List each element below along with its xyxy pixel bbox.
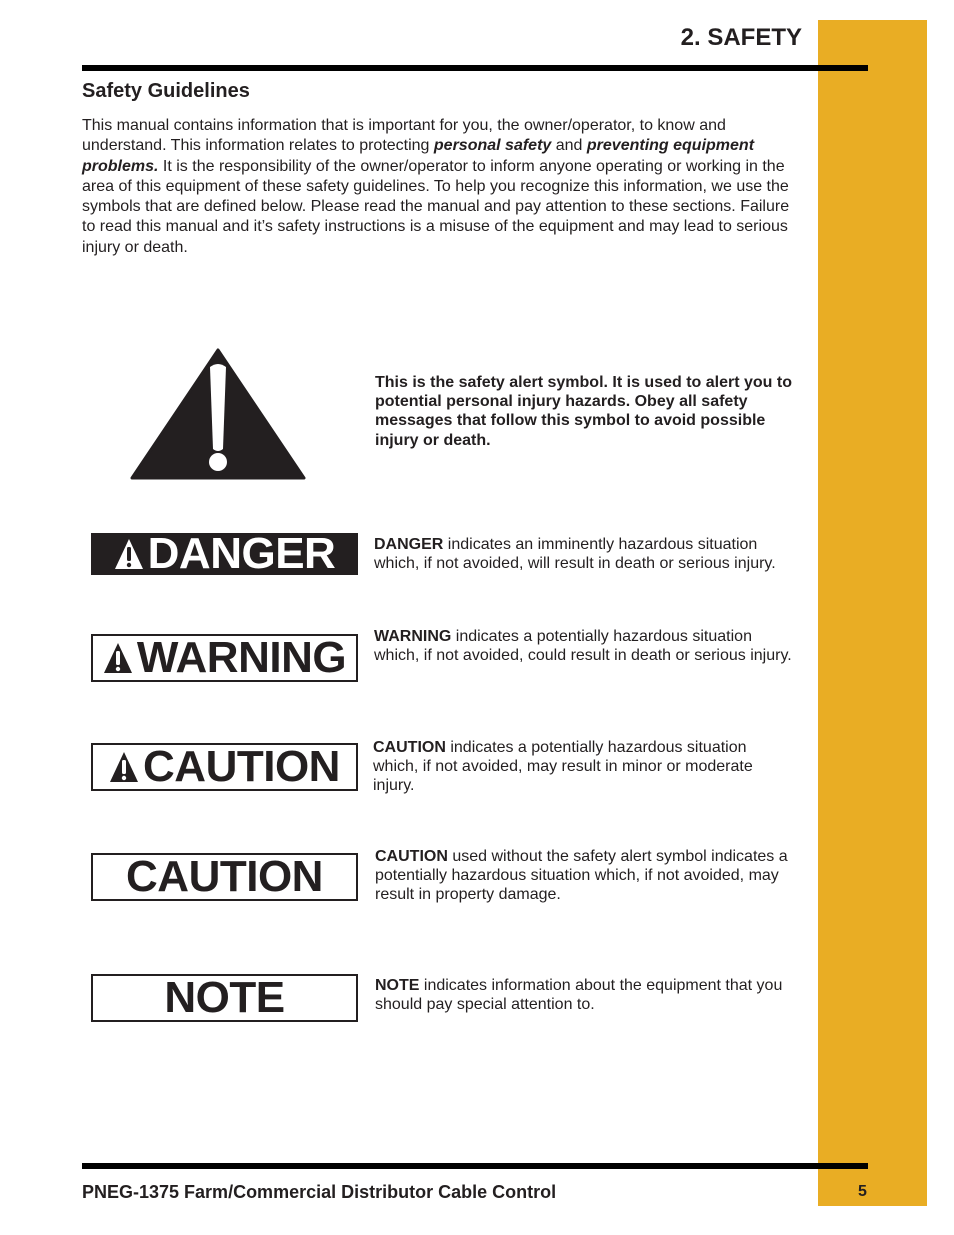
safety-alert-triangle-icon xyxy=(130,347,306,480)
intro-emphasis-2: preventing equipment problems. xyxy=(82,137,755,175)
warning-term: WARNING xyxy=(374,628,452,645)
warning-signal-label xyxy=(91,634,358,682)
warning-description xyxy=(374,627,794,665)
page-heading: Safety Guidelines xyxy=(82,80,250,102)
danger-term: DANGER xyxy=(374,536,444,553)
caution-plain-description xyxy=(375,847,805,905)
footer-rule xyxy=(82,1163,868,1169)
caution-alert-signal-label xyxy=(91,743,358,791)
footer-document-title: PNEG-1375 Farm/Commercial Distributor Cable Control xyxy=(82,1182,557,1202)
side-color-tab xyxy=(818,20,927,1206)
danger-signal-label xyxy=(91,529,358,578)
danger-text: indicates an imminently hazardous situation which, if not avoided, will result in death or serious injury. xyxy=(374,536,776,573)
intro-text-2: and xyxy=(551,137,587,155)
alert-triangle-icon xyxy=(103,641,133,675)
note-label-text: NOTE xyxy=(164,973,285,1022)
alert-symbol-description: This is the safety alert symbol. It is used to alert you to potential personal injury hazards. Obey all safety messages that follow this symbol to avoid possible injury or death. xyxy=(375,374,792,449)
caution-alert-description xyxy=(373,738,793,796)
caution-plain-signal-label xyxy=(91,853,358,901)
danger-description xyxy=(374,535,804,573)
note-description xyxy=(375,976,795,1014)
note-signal-label xyxy=(91,974,358,1022)
warning-label-text: WARNING xyxy=(136,633,347,682)
caution-plain-label-text: CAUTION xyxy=(126,852,323,901)
page-number: 5 xyxy=(858,1183,867,1200)
intro-emphasis-1: personal safety xyxy=(433,137,552,155)
intro-text-3: It is the responsibility of the owner/operator to inform anyone operating or working in the area of this equipment of these safety guidelines. To help you recognize this information, we use the symbols that are defined below. Please read the manual and pay attention to these sections. Failure to read this manual and it’s safety instructions is a misuse of the equipment and may lead to serious injury or death. xyxy=(82,157,790,256)
danger-label-text: DANGER xyxy=(147,529,336,578)
intro-text-1: This manual contains information that is important for you, the owner/operator, to know and understand. This information relates to protecting xyxy=(82,117,726,155)
caution-alert-label-text: CAUTION xyxy=(143,742,340,791)
note-term: NOTE xyxy=(375,977,420,994)
note-text: indicates information about the equipment that you should pay special attention to. xyxy=(375,977,783,1014)
header-rule xyxy=(82,65,868,71)
section-title: 2. SAFETY xyxy=(680,24,802,51)
caution-alert-term: CAUTION xyxy=(373,739,446,756)
alert-triangle-icon xyxy=(109,750,139,784)
intro-paragraph xyxy=(82,116,802,258)
caution-alert-text: indicates a potentially hazardous situation which, if not avoided, may result in minor or moderate injury. xyxy=(373,739,753,795)
warning-text: indicates a potentially hazardous situation which, if not avoided, could result in death or serious injury. xyxy=(374,628,792,665)
alert-triangle-icon xyxy=(114,537,144,571)
caution-plain-term: CAUTION xyxy=(375,848,448,865)
caution-plain-text: used without the safety alert symbol indicates a potentially hazardous situation which, if not avoided, may result in property damage. xyxy=(375,848,788,904)
